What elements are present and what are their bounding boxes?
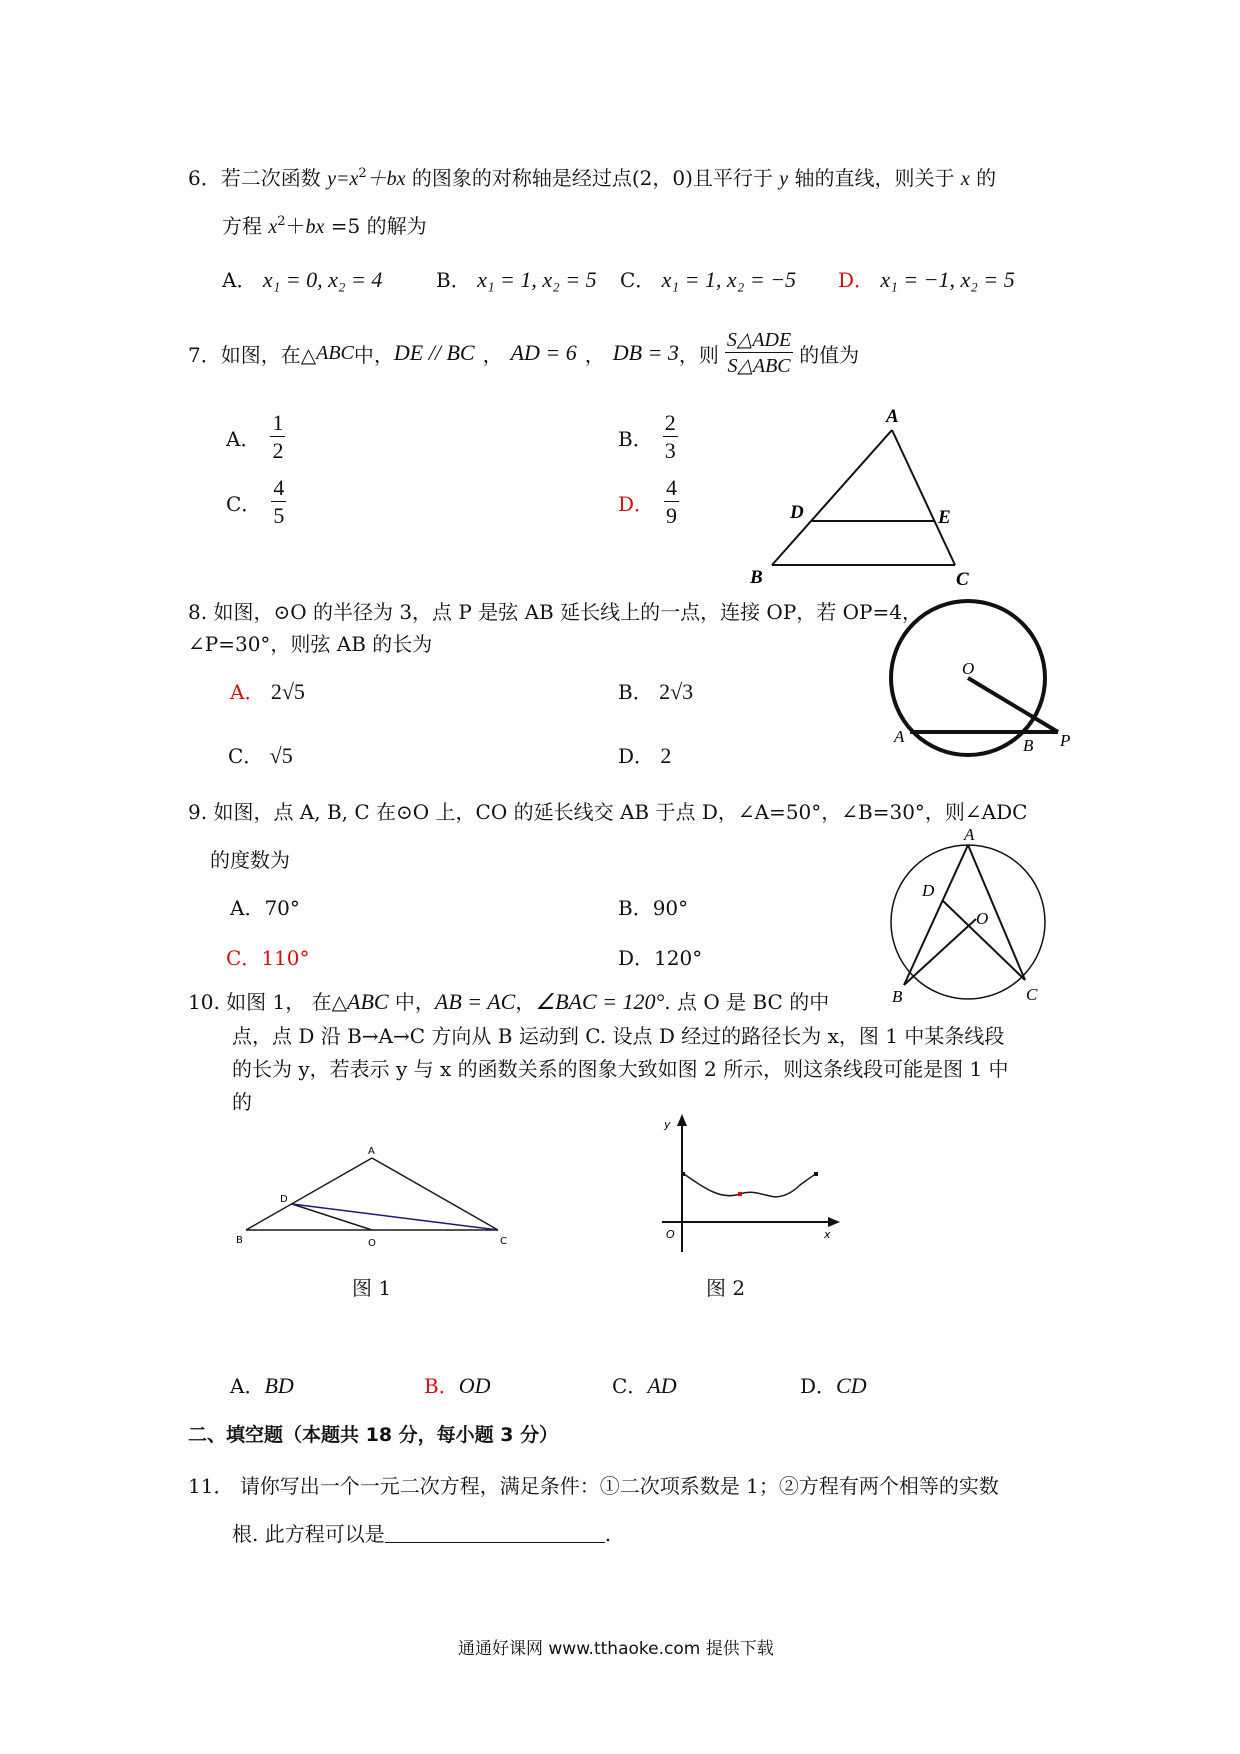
q9-label-o: O bbox=[976, 909, 989, 928]
q10-text-1: 如图 1， 在△ bbox=[226, 990, 347, 1014]
q7-option-d-frac bbox=[664, 477, 679, 527]
q6-var-x: x bbox=[960, 168, 970, 190]
q11-stem-line2 bbox=[232, 1518, 611, 1547]
q8-option-b-label: B． bbox=[618, 680, 653, 704]
q10-fig2-x-arrow bbox=[828, 1217, 840, 1227]
q7-text-2: 中， bbox=[353, 342, 394, 367]
q8-option-a-label: A． bbox=[230, 680, 265, 704]
q8-stem-line1 bbox=[188, 596, 922, 625]
q6-exp2: 2 bbox=[277, 214, 286, 229]
q10-option-a-value: BD bbox=[264, 1373, 294, 1398]
q9-option-b[interactable] bbox=[618, 892, 688, 921]
q7-option-d-label: D． bbox=[618, 491, 655, 516]
q11-text-2: 根. 此方程可以是 bbox=[232, 1522, 385, 1546]
q8-option-c-label: C． bbox=[228, 744, 264, 768]
q10-option-b[interactable] bbox=[424, 1370, 490, 1399]
q9-option-c-label: C． bbox=[226, 946, 262, 970]
q9-option-a[interactable] bbox=[230, 892, 300, 921]
q6-stem-line2 bbox=[222, 210, 427, 239]
q6-option-c-value: x₁ = 1, x₂ = −5 bbox=[661, 267, 797, 292]
q10-fig2-end-point bbox=[814, 1172, 818, 1176]
q9-option-d-label: D． bbox=[618, 946, 655, 970]
footer-source: 通通好课网 www.tthaoke.com 提供下载 bbox=[458, 1639, 774, 1659]
q7-label-d: D bbox=[790, 502, 804, 523]
q8-option-a[interactable] bbox=[230, 676, 305, 705]
q7-abc: ABC bbox=[316, 341, 354, 364]
q6-option-c[interactable] bbox=[620, 264, 796, 293]
q7-side-ab bbox=[772, 430, 892, 565]
q6-number: 6． bbox=[188, 166, 221, 190]
q7-comma-2: ， bbox=[584, 342, 605, 367]
q9-option-b-value: 90° bbox=[652, 896, 689, 920]
q8-option-c-value: √5 bbox=[269, 743, 293, 768]
q10-stem-line2 bbox=[232, 1020, 1004, 1049]
q10-fig1-label-c: C bbox=[500, 1236, 507, 1247]
q6-plus: ＋ bbox=[285, 214, 306, 238]
q7-ratio-den: S△ABC bbox=[727, 355, 791, 377]
q7-option-a-frac bbox=[270, 412, 285, 462]
q9-text-2: 的度数为 bbox=[210, 848, 290, 872]
q11-answer-blank[interactable] bbox=[385, 1524, 605, 1543]
q7-side-ac bbox=[892, 430, 955, 565]
q8-option-d-value: 2 bbox=[660, 743, 672, 768]
q6-text-6: =5 的解为 bbox=[324, 214, 427, 238]
q7-option-a[interactable] bbox=[226, 412, 285, 462]
q8-number: 8. bbox=[188, 600, 208, 624]
q6-option-d-label: D． bbox=[838, 268, 875, 292]
q8-option-d[interactable] bbox=[618, 740, 671, 769]
q11-text-1: 请你写出一个一元二次方程，满足条件：①二次项系数是 1；②方程有两个相等的实数 bbox=[239, 1474, 999, 1498]
q7-d-num: 4 bbox=[666, 475, 678, 500]
q10-number: 10. bbox=[188, 990, 220, 1014]
q11-stem-line1 bbox=[188, 1470, 999, 1499]
q10-option-d-label: D． bbox=[800, 1374, 837, 1398]
q10-fig1-label-a: A bbox=[368, 1146, 375, 1157]
q9-segment-bo bbox=[904, 919, 976, 985]
q9-option-a-label: A． bbox=[230, 896, 265, 920]
q10-stem-line4 bbox=[232, 1086, 252, 1115]
q6-var-bx: bx bbox=[305, 216, 325, 238]
q6-math-y: y=x bbox=[327, 168, 359, 190]
q10-fig2-y-arrow bbox=[677, 1114, 687, 1126]
q9-option-c[interactable] bbox=[226, 942, 310, 971]
q7-ratio-num: S△ADE bbox=[726, 329, 792, 351]
q8-label-o: O bbox=[962, 659, 975, 678]
q10-option-a[interactable] bbox=[230, 1370, 294, 1399]
q10-text-2: 中， bbox=[388, 990, 435, 1014]
q6-math-bx: ＋bx bbox=[366, 168, 406, 190]
q6-text-3: 轴的直线，则关于 bbox=[788, 166, 961, 190]
q10-fig1-label-o: O bbox=[368, 1238, 376, 1249]
q10-text-4: 点，点 D 沿 B→A→C 方向从 B 运动到 C. 设点 D 经过的路径长为 x，图 1 中某条线段 bbox=[232, 1024, 1005, 1048]
q10-fig1-label-d: D bbox=[280, 1194, 288, 1205]
q10-ab-eq-ac: AB = AC bbox=[434, 989, 516, 1014]
q9-stem-line2 bbox=[210, 844, 290, 873]
q7-c-num: 4 bbox=[273, 475, 285, 500]
q7-de-parallel-bc: DE // BC bbox=[393, 340, 475, 365]
q6-option-b[interactable] bbox=[436, 264, 597, 293]
q6-var-x2: x bbox=[268, 216, 278, 238]
q9-label-b: B bbox=[892, 987, 903, 1006]
q10-fig2-mid-point bbox=[738, 1192, 742, 1196]
q10-fig1-side-ac bbox=[372, 1158, 498, 1230]
q7-then: ，则 bbox=[678, 342, 719, 367]
q8-label-a: A bbox=[894, 727, 905, 746]
q7-b-den: 3 bbox=[664, 438, 676, 463]
q7-label-c: C bbox=[956, 569, 969, 590]
q10-option-d-value: CD bbox=[836, 1373, 867, 1398]
q7-number: 7． bbox=[188, 342, 221, 367]
q7-option-c[interactable] bbox=[226, 477, 286, 527]
q6-option-b-value: x₁ = 1, x₂ = 5 bbox=[477, 267, 597, 292]
q6-option-d-value: x₁ = −1, x₂ = 5 bbox=[880, 267, 1015, 292]
q7-area-ratio bbox=[725, 330, 793, 376]
q9-option-c-value: 110° bbox=[261, 946, 310, 970]
q10-option-d[interactable] bbox=[800, 1370, 867, 1399]
q6-option-d[interactable] bbox=[838, 264, 1015, 293]
q7-label-a: A bbox=[886, 406, 899, 427]
q6-text-2: 的图象的对称轴是经过点(2，0)且平行于 bbox=[405, 166, 780, 190]
q10-option-c-value: AD bbox=[647, 1373, 677, 1398]
q6-option-c-label: C． bbox=[620, 268, 656, 292]
q8-label-p: P bbox=[1060, 731, 1071, 750]
q10-fig2-label-y: y bbox=[664, 1118, 671, 1131]
q7-label-b: B bbox=[750, 567, 763, 588]
q7-comma-1: ， bbox=[482, 342, 503, 367]
q7-ad: AD = 6 bbox=[510, 340, 577, 365]
q7-label-e: E bbox=[938, 507, 951, 528]
q9-option-d-value: 120° bbox=[654, 946, 703, 970]
q8-circle-figure bbox=[880, 596, 1090, 776]
q10-figure-1-caption: 图 1 bbox=[352, 1276, 392, 1300]
q9-label-c: C bbox=[1026, 985, 1038, 1004]
q7-a-num: 1 bbox=[272, 410, 284, 435]
q10-option-b-value: OD bbox=[458, 1373, 491, 1398]
q10-figure-2-caption: 图 2 bbox=[706, 1276, 746, 1300]
q7-db: DB = 3 bbox=[612, 340, 679, 365]
q10-fig2-start-point bbox=[681, 1172, 685, 1176]
q7-option-c-frac bbox=[271, 477, 286, 527]
q8-option-d-label: D． bbox=[618, 744, 655, 768]
q8-text-1: 如图，⊙O 的半径为 3，点 P 是弦 AB 延长线上的一点，连接 OP，若 OP=4， bbox=[213, 600, 922, 624]
q9-text-1: 如图，点 A, B, C 在⊙O 上，CO 的延长线交 AB 于点 D，∠A=50°，∠B=30°，则∠ADC bbox=[213, 800, 1028, 824]
q10-fig2-label-o: O bbox=[666, 1228, 675, 1241]
q7-text-1: 如图，在△ bbox=[220, 342, 317, 367]
q10-abc: ABC bbox=[347, 989, 389, 1014]
q8-label-b: B bbox=[1023, 736, 1034, 755]
q7-a-den: 2 bbox=[272, 438, 284, 463]
q8-option-c[interactable] bbox=[228, 740, 293, 769]
q10-fig2-curve bbox=[684, 1174, 816, 1197]
q8-stem-line2 bbox=[188, 628, 432, 657]
q7-option-d[interactable] bbox=[618, 477, 679, 527]
q6-text: 若二次函数 bbox=[220, 166, 328, 190]
q10-angle-bac: ∠BAC = 120° bbox=[535, 989, 665, 1014]
q7-d-den: 9 bbox=[666, 503, 678, 528]
q7-option-b[interactable] bbox=[618, 412, 678, 462]
q7-triangle-figure bbox=[750, 400, 990, 590]
q7-stem bbox=[188, 330, 859, 376]
q7-option-b-frac bbox=[663, 412, 678, 462]
q10-figure-1 bbox=[230, 1140, 520, 1250]
q10-option-b-label: B． bbox=[424, 1374, 459, 1398]
q6-option-a-value: x₁ = 0, x₂ = 4 bbox=[262, 267, 383, 292]
q9-stem-line1 bbox=[188, 796, 1027, 825]
q10-option-c-label: C． bbox=[612, 1374, 648, 1398]
section-2-title: 二、填空题（本题共 18 分，每小题 3 分） bbox=[188, 1424, 559, 1446]
q10-comma: ， bbox=[515, 990, 536, 1014]
q9-option-d[interactable] bbox=[618, 942, 702, 971]
q7-text-3: 的值为 bbox=[799, 342, 860, 367]
q6-option-b-label: B． bbox=[436, 268, 471, 292]
q10-option-a-label: A． bbox=[230, 1374, 265, 1398]
q10-text-6: 的 bbox=[232, 1090, 252, 1114]
q10-figure-2 bbox=[652, 1110, 852, 1260]
q7-option-a-label: A． bbox=[226, 426, 261, 451]
q10-text-5: 的长为 y，若表示 y 与 x 的函数关系的图象大致如图 2 所示，则这条线段可能是图 1 中 bbox=[232, 1057, 1009, 1081]
q7-option-c-label: C． bbox=[226, 491, 262, 516]
q10-option-c[interactable] bbox=[612, 1370, 677, 1399]
q9-label-a: A bbox=[964, 826, 975, 844]
q10-fig1-segment-dc bbox=[292, 1204, 498, 1230]
q10-fig1-segment-do bbox=[292, 1204, 372, 1230]
q10-fig1-label-b: B bbox=[236, 1235, 243, 1246]
q11-period: . bbox=[604, 1522, 612, 1546]
q9-number: 9. bbox=[188, 800, 208, 824]
q9-label-d: D bbox=[922, 881, 935, 900]
q7-option-b-label: B． bbox=[618, 426, 653, 451]
q6-text-5: 方程 bbox=[222, 214, 269, 238]
q10-fig1-side-ab bbox=[246, 1158, 372, 1230]
q8-text-2: ∠P=30°，则弦 AB 的长为 bbox=[188, 632, 433, 656]
q6-text-4: 的 bbox=[969, 166, 997, 190]
q6-var-y: y bbox=[779, 168, 789, 190]
q10-text-3: . 点 O 是 BC 的中 bbox=[664, 990, 830, 1014]
q6-stem-line1 bbox=[188, 162, 996, 191]
q8-option-a-value: 2√5 bbox=[270, 679, 305, 704]
q9-option-b-label: B． bbox=[618, 896, 653, 920]
q9-option-a-value: 70° bbox=[264, 896, 300, 920]
q10-fig2-curve-guide bbox=[684, 1174, 802, 1195]
q10-stem-line1 bbox=[188, 986, 829, 1015]
q10-fig2-label-x: x bbox=[824, 1228, 831, 1241]
q6-option-a[interactable] bbox=[222, 264, 382, 293]
q6-exp: 2 bbox=[358, 166, 367, 181]
q7-c-den: 5 bbox=[273, 503, 285, 528]
q7-b-num: 2 bbox=[664, 410, 676, 435]
q9-circle-figure bbox=[880, 826, 1060, 1006]
q8-option-b-value: 2√3 bbox=[659, 679, 694, 704]
q6-option-a-label: A． bbox=[222, 268, 257, 292]
q10-stem-line3 bbox=[232, 1053, 1009, 1082]
q11-number: 11． bbox=[188, 1474, 234, 1498]
q8-option-b[interactable] bbox=[618, 676, 693, 705]
